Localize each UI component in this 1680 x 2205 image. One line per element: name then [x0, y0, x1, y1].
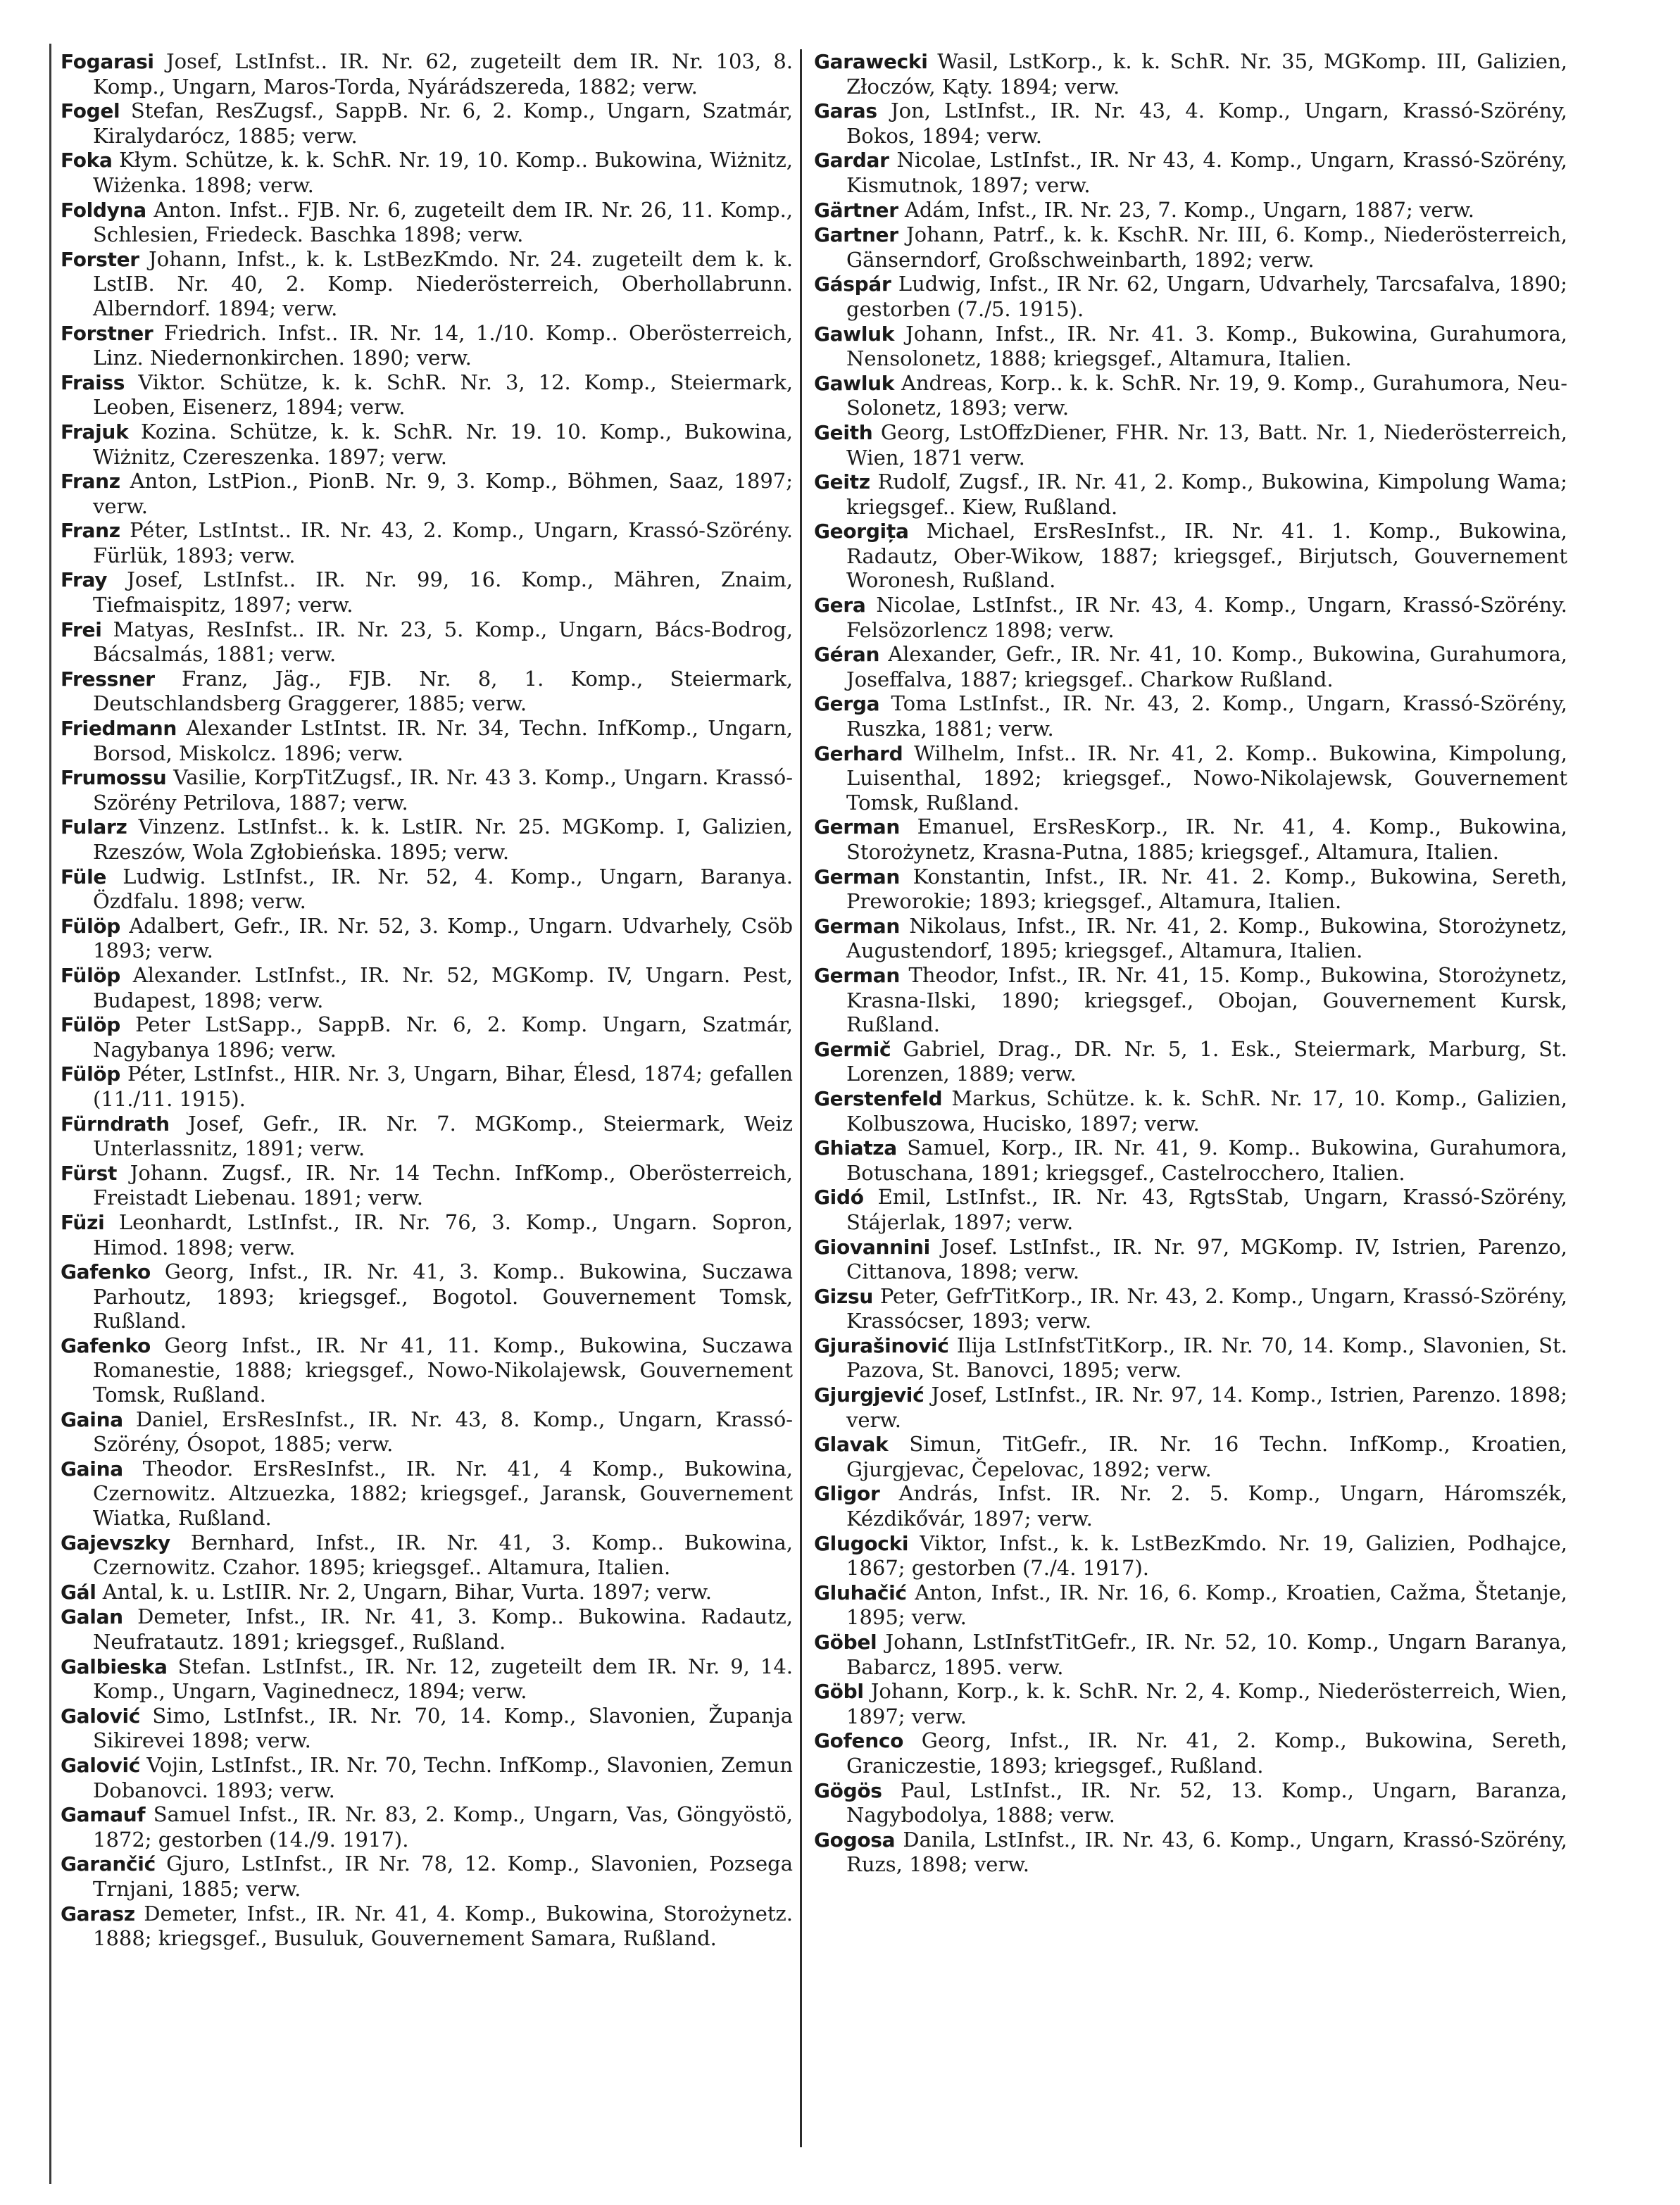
entry-details: Anton, LstPion., PionB. Nr. 9, 3. Komp., Böhmen, Saaz, 1897; verw.	[93, 469, 794, 518]
entry-details: Josef, Gefr., IR. Nr. 7. MGKomp., Steiermark, Weiz Unterlassnitz, 1891; verw.	[93, 1111, 793, 1161]
entry-surname: Gardar	[814, 149, 889, 172]
entry-details: Paul, LstInfst., IR. Nr. 52, 13. Komp., Ungarn, Baranza, Nagybodolya, 1888; verw.	[846, 1778, 1568, 1828]
register-entry	[61, 716, 793, 765]
entry-surname: Gerhard	[814, 741, 903, 765]
entry-details: Konstantin, Infst., IR. Nr. 41. 2. Komp., Bukowina, Sereth, Preworokie; 1893; kriegsgef., Altamura, Italien.	[846, 864, 1567, 914]
entry-surname: Gartner	[814, 223, 898, 247]
register-entry	[814, 1581, 1567, 1630]
register-entry	[61, 1161, 793, 1210]
entry-surname: Ghiatza	[814, 1136, 897, 1160]
column-divider	[800, 49, 802, 2147]
entry-surname: Füzi	[61, 1210, 105, 1234]
entry-details: Samuel Infst., IR. Nr. 83, 2. Komp., Ungarn, Vas, Göngyöstö, 1872; gestorben (14./9. 1917).	[93, 1802, 794, 1852]
entry-details: Kozina. Schütze, k. k. SchR. Nr. 19. 10. Komp., Bukowina, Wiżnitz, Czereszenka. 1897; verw.	[93, 419, 794, 469]
register-entry	[61, 1654, 793, 1704]
register-entry	[814, 470, 1567, 519]
register-entry	[814, 691, 1567, 741]
register-entry	[61, 1902, 793, 1951]
register-entry	[814, 371, 1567, 420]
entry-surname: Gamauf	[61, 1803, 146, 1827]
entry-details: Danila, LstInfst., IR. Nr. 43, 6. Komp., Ungarn, Krassó-Szörény, Ruzs, 1898; verw.	[846, 1827, 1567, 1877]
entry-details: Johann. Zugsf., IR. Nr. 14 Techn. InfKomp., Oberösterreich, Freistadt Liebenau. 1891; verw.	[93, 1160, 794, 1210]
entry-details: Johann, Infst., k. k. LstBezKmdo. Nr. 24. zugeteilt dem k. k. LstIB. Nr. 40, 2. Komp. Niederösterreich, Oberhollabrunn. Alberndorf. 1894; verw.	[93, 246, 794, 320]
register-entry	[61, 815, 793, 864]
register-entry	[61, 99, 793, 148]
entry-surname: Garančić	[61, 1852, 156, 1876]
register-entry	[814, 963, 1567, 1037]
register-entry	[814, 1037, 1567, 1086]
entry-details: Emanuel, ErsResKorp., IR. Nr. 41, 4. Komp., Bukowina, Storożynetz, Krasna-Putna, 1885; kriegsgef., Altamura, Italien.	[846, 815, 1568, 864]
entry-details: Peter LstSapp., SappB. Nr. 6, 2. Komp. Ungarn, Szatmár, Nagybanya 1896; verw.	[93, 1012, 793, 1062]
register-entry	[814, 49, 1567, 99]
entry-surname: Gafenko	[61, 1333, 151, 1357]
register-entry	[814, 1778, 1567, 1828]
entry-surname: Germič	[814, 1037, 891, 1061]
register-entry	[61, 469, 793, 518]
register-entry	[61, 1012, 793, 1062]
entry-details: Markus, Schütze. k. k. SchR. Nr. 17, 10. Komp., Galizien, Kolbuszowa, Hucisko, 1897; verw.	[846, 1086, 1567, 1136]
entry-surname: Fülöp	[61, 1062, 121, 1086]
entry-details: Peter, GefrTitKorp., IR. Nr. 43, 2. Komp., Ungarn, Krassó-Szörény, Krassócser, 1893; verw.	[846, 1283, 1568, 1333]
register-entry	[61, 963, 793, 1012]
entry-surname: Gawluk	[814, 322, 895, 346]
entry-surname: Forster	[61, 247, 139, 271]
entry-details: Georg Infst., IR. Nr 41, 11. Komp., Bukowina, Suczawa Romanestie, 1888; kriegsgef., Nowo-Nikolajewsk, Gouvernement Tomsk, Rußland.	[93, 1333, 793, 1407]
entry-details: Matyas, ResInfst.. IR. Nr. 23, 5. Komp., Ungarn, Bács-Bodrog, Bácsalmás, 1881; verw.	[93, 617, 794, 667]
register-entry	[61, 1753, 793, 1802]
entry-details: Josef, LstInfst.. IR. Nr. 99, 16. Komp., Mähren, Znaim, Tiefmaispitz, 1897; verw.	[93, 567, 793, 617]
entry-surname: Geith	[814, 420, 873, 444]
entry-details: Georg, Infst., IR. Nr. 41, 2. Komp., Bukowina, Sereth, Graniczestie, 1893; kriegsgef., Rußland.	[846, 1728, 1568, 1778]
register-entry	[814, 99, 1567, 148]
entry-surname: Gärtner	[814, 198, 898, 222]
entry-details: Gjuro, LstInfst., IR Nr. 78, 12. Komp., Slavonien, Pozsega Trnjani, 1885; verw.	[93, 1852, 793, 1901]
entry-surname: Gál	[61, 1580, 96, 1604]
entry-details: András, Infst. IR. Nr. 2. 5. Komp., Ungarn, Háromszék, Kézdikővár, 1897; verw.	[846, 1481, 1567, 1531]
entry-surname: Fürndrath	[61, 1112, 170, 1136]
entry-details: Georg, LstOffzDiener, FHR. Nr. 13, Batt. Nr. 1, Niederösterreich, Wien, 1871 verw.	[846, 420, 1568, 470]
register-entry	[61, 765, 793, 815]
entry-surname: Fogarasi	[61, 50, 154, 73]
entry-surname: Gaina	[61, 1457, 123, 1481]
entry-details: Johann, LstInfstTitGefr., IR. Nr. 52, 10. Komp., Ungarn Baranya, Babarcz, 1895. verw.	[846, 1630, 1567, 1679]
register-entry	[61, 1333, 793, 1407]
register-entry	[814, 1235, 1567, 1284]
entry-surname: Gogosa	[814, 1828, 896, 1852]
entry-details: Nicolae, LstInfst., IR. Nr 43, 4. Komp., Ungarn, Krassó-Szörény, Kismutnok, 1897; verw.	[846, 148, 1567, 197]
entry-surname: Gera	[814, 593, 866, 617]
entry-surname: Fülöp	[61, 914, 121, 938]
register-entry	[61, 1802, 793, 1852]
entry-surname: Gofenco	[814, 1729, 904, 1753]
entry-surname: Gajevszky	[61, 1531, 170, 1554]
entry-surname: Fülöp	[61, 1013, 121, 1037]
register-entry	[814, 322, 1567, 371]
entry-details: Johann, Korp., k. k. SchR. Nr. 2, 4. Komp., Niederösterreich, Wien, 1897; verw.	[846, 1679, 1567, 1728]
entry-details: Bernhard, Infst., IR. Nr. 41, 3. Komp.. Bukowina, Czernowitz. Czahor. 1895; kriegsgef.. Altamura, Italien.	[93, 1530, 793, 1580]
entry-surname: Frei	[61, 617, 102, 641]
entry-surname: German	[814, 815, 900, 839]
entry-surname: German	[814, 865, 900, 888]
entry-surname: Frumossu	[61, 766, 167, 790]
entry-details: Rudolf, Zugsf., IR. Nr. 41, 2. Komp., Bukowina, Kimpolung Wama; kriegsgef.. Kiew, Rußland.	[846, 470, 1568, 519]
register-entry	[814, 1679, 1567, 1728]
entry-details: Samuel, Korp., IR. Nr. 41, 9. Komp.. Bukowina, Gurahumora, Botuschana, 1891; kriegsgef., Castelrocchero, Italien.	[846, 1136, 1567, 1185]
register-entry	[814, 1136, 1567, 1185]
register-entry	[61, 1531, 793, 1580]
entry-details: Theodor. ErsResInfst., IR. Nr. 41, 4 Komp., Bukowina, Czernowitz. Altzuezka, 1882; kriegsgef., Jaransk, Gouvernement Wiatka, Rußland.	[93, 1456, 793, 1531]
entry-surname: Fürst	[61, 1161, 118, 1185]
entry-details: Nikolaus, Infst., IR. Nr. 41, 2. Komp., Bukowina, Storożynetz, Augustendorf, 1895; kriegsgef., Altamura, Italien.	[846, 913, 1568, 963]
entry-surname: Gerstenfeld	[814, 1086, 943, 1110]
entry-surname: Foldyna	[61, 198, 146, 222]
entry-details: Viktor, Infst., k. k. LstBezKmdo. Nr. 19, Galizien, Podhajce, 1867; gestorben (7./4. 1917).	[846, 1531, 1567, 1581]
register-entry	[814, 642, 1567, 691]
register-entry	[61, 914, 793, 963]
entry-details: Anton. Infst.. FJB. Nr. 6, zugeteilt dem IR. Nr. 26, 11. Komp., Schlesien, Friedeck. Baschka 1898; verw.	[93, 197, 794, 247]
entry-details: Friedrich. Infst.. IR. Nr. 14, 1./10. Komp.. Oberösterreich, Linz. Niedernonkirchen. 1890; verw.	[93, 320, 793, 370]
entry-details: Antal, k. u. LstIIR. Nr. 2, Ungarn, Bihar, Vurta. 1897; verw.	[102, 1579, 712, 1604]
register-entry	[61, 1704, 793, 1753]
entry-details: Jon, LstInfst., IR. Nr. 43, 4. Komp., Ungarn, Krassó-Szörény, Bokos, 1894; verw.	[846, 99, 1568, 148]
entry-details: Wilhelm, Infst.. IR. Nr. 41, 2. Komp.. Bukowina, Kimpolung, Luisenthal, 1892; kriegsgef., Nowo-Nikolajewsk, Gouvernement Tomsk, Rußland.	[846, 741, 1568, 815]
entry-details: Johann, Patrf., k. k. KschR. Nr. III, 6. Komp., Niederösterreich, Gänserndorf, Großschweinbarth, 1892; verw.	[846, 222, 1568, 272]
entry-details: Stefan. LstInfst., IR. Nr. 12, zugeteilt dem IR. Nr. 9, 14. Komp., Ungarn, Vaginednecz, 1894; verw.	[93, 1654, 794, 1704]
register-entry	[61, 370, 793, 420]
register-entry	[814, 420, 1567, 470]
entry-surname: Fray	[61, 568, 108, 592]
entry-details: Adalbert, Gefr., IR. Nr. 52, 3. Komp., Ungarn. Udvarhely, Csöb 1893; verw.	[93, 913, 794, 963]
register-entry	[61, 1457, 793, 1531]
register-entry	[814, 272, 1567, 321]
entry-details: Michael, ErsResInfst., IR. Nr. 41. 1. Komp., Bukowina, Radautz, Ober-Wikow, 1887; kriegsgef., Birjutsch, Gouvernement Woronesh, Rußland.	[846, 519, 1568, 593]
register-entry	[61, 617, 793, 667]
entry-surname: Garawecki	[814, 50, 928, 73]
entry-surname: Gligor	[814, 1482, 880, 1506]
entry-surname: Gjurašinović	[814, 1333, 949, 1357]
register-entry	[61, 1604, 793, 1654]
entry-details: Toma LstInfst., IR. Nr. 43, 2. Komp., Ungarn, Krassó-Szörény, Ruszka, 1881; verw.	[846, 691, 1567, 741]
entry-details: Kłym. Schütze, k. k. SchR. Nr. 19, 10. Komp.. Bukowina, Wiżnitz, Wiżenka. 1898; verw.	[93, 148, 793, 197]
entry-surname: German	[814, 914, 900, 938]
entry-details: Péter, LstInfst., HIR. Nr. 3, Ungarn, Bihar, Élesd, 1874; gefallen (11./11. 1915).	[93, 1062, 794, 1111]
entry-details: Vasilie, KorpTitZugsf., IR. Nr. 43 3. Komp., Ungarn. Krassó-Szörény Petrilova, 1887; verw.	[93, 765, 794, 815]
entry-surname: Garasz	[61, 1902, 135, 1926]
register-entry	[814, 1728, 1567, 1778]
entry-surname: Géran	[814, 643, 880, 667]
entry-details: Johann, Infst., IR. Nr. 41. 3. Komp., Bukowina, Gurahumora, Nensolonetz, 1888; kriegsgef., Altamura, Italien.	[846, 321, 1568, 371]
entry-surname: Fraiss	[61, 370, 125, 394]
register-entry	[814, 1383, 1567, 1432]
entry-surname: Gáspár	[814, 272, 891, 296]
register-entry	[814, 148, 1567, 197]
entry-surname: Giovannini	[814, 1235, 930, 1259]
entry-details: Vinzenz. LstInfst.. k. k. LstIR. Nr. 25. MGKomp. I, Galizien, Rzeszów, Wola Zgłobieńska. 1895; verw.	[93, 815, 794, 864]
register-entry	[814, 1185, 1567, 1234]
register-entry	[814, 222, 1567, 272]
register-entry	[61, 148, 793, 197]
entry-details: Emil, LstInfst., IR. Nr. 43, RgtsStab, Ungarn, Krassó-Szörény, Stájerlak, 1897; verw.	[846, 1185, 1567, 1234]
register-entry	[61, 198, 793, 247]
register-entry	[61, 865, 793, 914]
entry-details: Josef, LstInfst.. IR. Nr. 62, zugeteilt dem IR. Nr. 103, 8. Komp., Ungarn, Maros-Torda, Nyárádszereda, 1882; verw.	[93, 49, 793, 99]
entry-surname: Gluhačić	[814, 1581, 907, 1604]
entry-details: Franz, Jäg., FJB. Nr. 8, 1. Komp., Steiermark, Deutschlandsberg Graggerer, 1885; verw.	[93, 666, 794, 716]
entry-details: Wasil, LstKorp., k. k. SchR. Nr. 35, MGKomp. III, Galizien, Złoczów, Kąty. 1894; verw.	[846, 49, 1567, 99]
entry-details: Gabriel, Drag., DR. Nr. 5, 1. Esk., Steiermark, Marburg, St. Lorenzen, 1889; verw.	[846, 1036, 1568, 1086]
register-entry	[814, 519, 1567, 593]
entry-surname: Fularz	[61, 815, 127, 839]
entry-details: Viktor. Schütze, k. k. SchR. Nr. 3, 12. Komp., Steiermark, Leoben, Eisenerz, 1894; verw.	[93, 370, 794, 420]
register-entry	[814, 1481, 1567, 1531]
entry-surname: Frajuk	[61, 420, 129, 444]
register-entry	[61, 1852, 793, 1901]
entry-details: Adám, Infst., IR. Nr. 23, 7. Komp., Ungarn, 1887; verw.	[904, 197, 1474, 222]
entry-details: Stefan, ResZugsf., SappB. Nr. 6, 2. Komp., Ungarn, Szatmár, Kiralydarócz, 1885; verw.	[93, 99, 794, 148]
register-entry	[814, 1630, 1567, 1679]
register-entry	[61, 567, 793, 617]
register-entry	[814, 865, 1567, 914]
register-entry	[61, 1062, 793, 1111]
entry-surname: Galović	[61, 1704, 141, 1728]
register-entry	[61, 321, 793, 370]
entry-surname: German	[814, 963, 900, 987]
entry-surname: Göbl	[814, 1680, 864, 1704]
entry-surname: Gidó	[814, 1186, 864, 1210]
register-entry	[814, 1531, 1567, 1581]
entry-details: Josef. LstInfst., IR. Nr. 97, MGKomp. IV, Istrien, Parenzo, Cittanova, 1898; verw.	[846, 1234, 1567, 1284]
entry-surname: Garas	[814, 99, 877, 123]
entry-surname: Füle	[61, 865, 107, 888]
register-entry	[814, 1284, 1567, 1333]
entry-surname: Galović	[61, 1753, 141, 1777]
register-entry	[814, 1086, 1567, 1136]
register-entry	[61, 49, 793, 99]
entry-surname: Franz	[61, 519, 120, 543]
entry-surname: Gizsu	[814, 1284, 873, 1308]
entry-details: Ludwig. LstInfst., IR. Nr. 52, 4. Komp., Ungarn, Baranya. Özdfalu. 1898; verw.	[93, 864, 793, 914]
entry-details: Josef, LstInfst., IR. Nr. 97, 14. Komp., Istrien, Parenzo. 1898; verw.	[846, 1383, 1567, 1432]
entry-details: Ilija LstInfstTitKorp., IR. Nr. 70, 14. Komp., Slavonien, St. Pazova, St. Banovci, 1895; verw.	[846, 1333, 1567, 1383]
left-column	[61, 49, 793, 1951]
register-entry	[61, 518, 793, 567]
entry-surname: Gögös	[814, 1778, 882, 1802]
register-entry	[814, 198, 1567, 223]
entry-surname: Georgița	[814, 520, 909, 544]
entry-details: Alexander, Gefr., IR. Nr. 41, 10. Komp., Bukowina, Gurahumora, Joseffalva, 1887; kriegsgef.. Charkow Rußland.	[846, 642, 1567, 691]
entry-surname: Foka	[61, 149, 113, 172]
register-entry	[814, 914, 1567, 963]
register-entry	[814, 1828, 1567, 1877]
register-entry	[814, 593, 1567, 642]
entry-details: Vojin, LstInfst., IR. Nr. 70, Techn. InfKomp., Slavonien, Zemun Dobanovci. 1893; verw.	[93, 1752, 794, 1802]
register-entry	[61, 1580, 793, 1605]
entry-details: Ludwig, Infst., IR Nr. 62, Ungarn, Udvarhely, Tarcsafalva, 1890; gestorben (7./5. 1915).	[846, 272, 1567, 321]
register-entry	[61, 1112, 793, 1161]
entry-surname: Glugocki	[814, 1531, 909, 1555]
entry-surname: Gjurgjević	[814, 1383, 924, 1407]
entry-details: Demeter, Infst., IR. Nr. 41, 4. Komp., Bukowina, Storożynetz. 1888; kriegsgef., Busuluk, Gouvernement Samara, Rußland.	[93, 1901, 794, 1951]
entry-surname: Geitz	[814, 470, 870, 494]
register-entry	[814, 741, 1567, 815]
register-entry	[61, 1407, 793, 1457]
entry-details: Andreas, Korp.. k. k. SchR. Nr. 19, 9. Komp., Gurahumora, Neu-Solonetz, 1893; verw.	[846, 370, 1567, 420]
entry-surname: Göbel	[814, 1631, 877, 1654]
entry-details: Simun, TitGefr., IR. Nr. 16 Techn. InfKomp., Kroatien, Gjurgjevac, Čepelovac, 1892; verw.	[846, 1432, 1567, 1481]
register-entry	[61, 247, 793, 321]
entry-surname: Galan	[61, 1605, 123, 1629]
entry-surname: Fülöp	[61, 963, 121, 987]
entry-details: Nicolae, LstInfst., IR Nr. 43, 4. Komp., Ungarn, Krassó-Szörény. Felsözorlencz 1898; verw.	[846, 593, 1568, 642]
entry-details: Demeter, Infst., IR. Nr. 41, 3. Komp.. Bukowina. Radautz, Neufratautz. 1891; kriegsgef., Rußland.	[93, 1604, 793, 1654]
register-entry	[61, 1210, 793, 1259]
entry-details: Leonhardt, LstInfst., IR. Nr. 76, 3. Komp., Ungarn. Sopron, Himod. 1898; verw.	[93, 1210, 793, 1259]
entry-surname: Gafenko	[61, 1260, 151, 1284]
entry-surname: Gerga	[814, 692, 880, 716]
entry-details: Daniel, ErsResInfst., IR. Nr. 43, 8. Komp., Ungarn, Krassó-Szörény, Ósopot, 1885; verw.	[93, 1407, 793, 1457]
register-entry	[814, 1432, 1567, 1481]
right-column	[814, 49, 1567, 1877]
entry-details: Simo, LstInfst., IR. Nr. 70, 14. Komp., Slavonien, Županja Sikirevei 1898; verw.	[93, 1703, 794, 1753]
entry-surname: Glavak	[814, 1433, 889, 1457]
entry-surname: Gawluk	[814, 371, 895, 395]
entry-surname: Gaina	[61, 1407, 123, 1431]
entry-surname: Forstner	[61, 321, 153, 345]
entry-surname: Franz	[61, 470, 120, 494]
register-entry	[814, 1333, 1567, 1383]
entry-details: Anton, Infst., IR. Nr. 16, 6. Komp., Kroatien, Cažma, Štetanje, 1895; verw.	[846, 1580, 1567, 1630]
register-entry	[61, 420, 793, 469]
entry-details: Alexander LstIntst. IR. Nr. 34, Techn. InfKomp., Ungarn, Borsod, Miskolcz. 1896; verw.	[93, 716, 794, 765]
entry-surname: Fressner	[61, 667, 155, 691]
entry-surname: Galbieska	[61, 1654, 168, 1678]
entry-details: Georg, Infst., IR. Nr. 41, 3. Komp.. Bukowina, Suczawa Parhoutz, 1893; kriegsgef., Bogotol. Gouvernement Tomsk, Rußland.	[93, 1259, 794, 1333]
entry-surname: Friedmann	[61, 717, 177, 741]
entry-details: Péter, LstIntst.. IR. Nr. 43, 2. Komp., Ungarn, Krassó-Szörény. Fürlük, 1893; verw.	[93, 518, 794, 567]
entry-surname: Fogel	[61, 99, 120, 123]
entry-details: Alexander. LstInfst., IR. Nr. 52, MGKomp. IV, Ungarn. Pest, Budapest, 1898; verw.	[93, 962, 794, 1012]
register-entry	[61, 667, 793, 716]
register-entry	[814, 815, 1567, 864]
entry-details: Theodor, Infst., IR. Nr. 41, 15. Komp., Bukowina, Storożynetz, Krasna-Ilski, 1890; kriegsgef., Obojan, Gouvernement Kursk, Rußland.	[846, 962, 1567, 1037]
register-entry	[61, 1259, 793, 1333]
